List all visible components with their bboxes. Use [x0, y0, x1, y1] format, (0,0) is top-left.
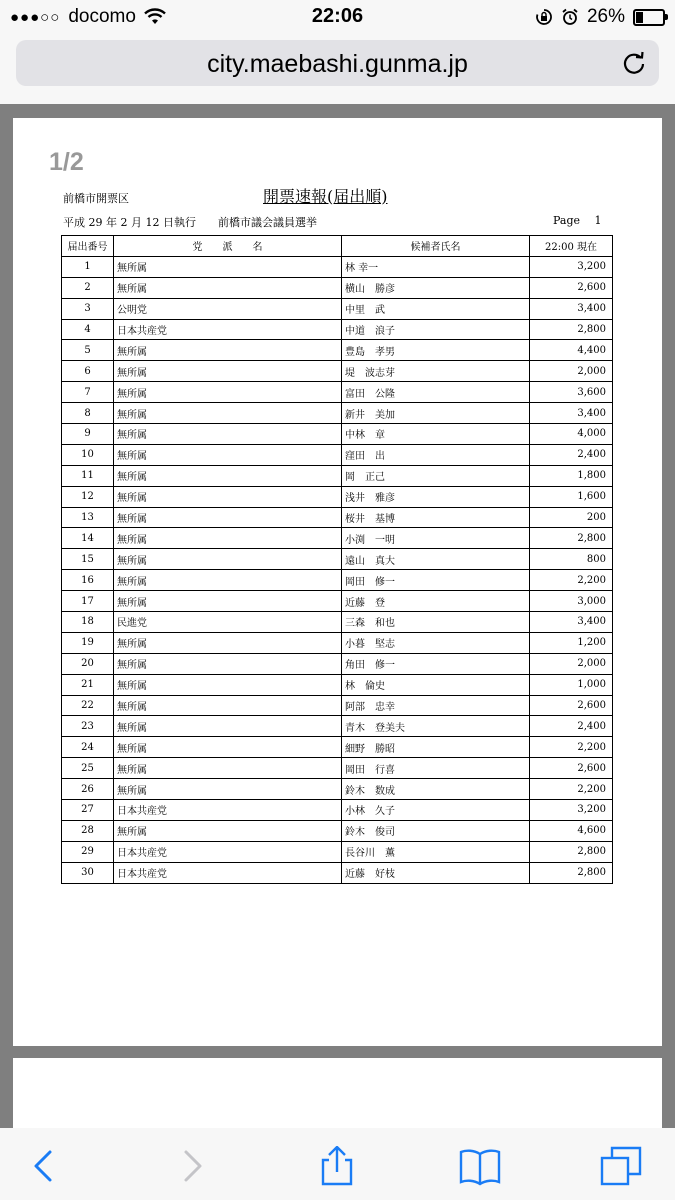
row-party: 無所属	[114, 674, 342, 695]
row-votes: 4,600	[530, 820, 613, 841]
row-candidate: 青木 登美夫	[342, 716, 530, 737]
row-number: 26	[62, 779, 114, 800]
row-number: 22	[62, 695, 114, 716]
row-number: 6	[62, 361, 114, 382]
row-candidate: 岡 正己	[342, 465, 530, 486]
row-number: 14	[62, 528, 114, 549]
row-party: 無所属	[114, 256, 342, 277]
row-candidate: 林 幸一	[342, 256, 530, 277]
row-candidate: 新井 美加	[342, 403, 530, 424]
signal-strength-icon: ●●●○○	[10, 8, 61, 26]
row-votes: 2,800	[530, 862, 613, 883]
table-row	[62, 758, 613, 779]
row-candidate: 林 倫史	[342, 674, 530, 695]
row-votes: 800	[530, 549, 613, 570]
table-row	[62, 737, 613, 758]
row-votes: 3,400	[530, 298, 613, 319]
table-row	[62, 716, 613, 737]
table-header-row	[62, 236, 613, 257]
row-party: 無所属	[114, 444, 342, 465]
row-votes: 3,200	[530, 256, 613, 277]
row-number: 21	[62, 674, 114, 695]
row-votes: 3,000	[530, 591, 613, 612]
carrier-name: docomo	[68, 6, 136, 27]
row-party: 日本共産党	[114, 841, 342, 862]
row-votes: 1,800	[530, 465, 613, 486]
table-row	[62, 465, 613, 486]
page-indicator: 1/2	[49, 148, 84, 176]
table-row	[62, 674, 613, 695]
row-candidate: 近藤 好枝	[342, 862, 530, 883]
row-party: 無所属	[114, 695, 342, 716]
row-number: 5	[62, 340, 114, 361]
row-votes: 3,200	[530, 800, 613, 821]
table-row	[62, 507, 613, 528]
row-number: 19	[62, 632, 114, 653]
table-row	[62, 256, 613, 277]
row-votes: 2,400	[530, 444, 613, 465]
status-bar	[0, 0, 675, 34]
row-number: 15	[62, 549, 114, 570]
election-subtitle: 平成 29 年 2 月 12 日執行 前橋市議会議員選挙	[63, 216, 317, 229]
results-table	[61, 235, 613, 884]
row-party: 無所属	[114, 277, 342, 298]
row-candidate: 窪田 出	[342, 444, 530, 465]
row-number: 8	[62, 403, 114, 424]
document-title: 開票速報(届出順)	[263, 187, 388, 206]
reload-icon[interactable]	[621, 50, 647, 76]
row-number: 2	[62, 277, 114, 298]
table-row	[62, 277, 613, 298]
header-number: 届出番号	[62, 236, 114, 257]
row-candidate: 豊島 孝男	[342, 340, 530, 361]
status-time: 22:06	[311, 5, 364, 27]
row-party: 日本共産党	[114, 862, 342, 883]
row-votes: 3,400	[530, 612, 613, 633]
table-row	[62, 653, 613, 674]
row-number: 20	[62, 653, 114, 674]
row-number: 25	[62, 758, 114, 779]
battery-percent: 26%	[586, 6, 625, 27]
row-number: 18	[62, 612, 114, 633]
row-candidate: 細野 勝昭	[342, 737, 530, 758]
row-number: 23	[62, 716, 114, 737]
row-candidate: 浅井 雅彦	[342, 486, 530, 507]
row-party: 公明党	[114, 298, 342, 319]
url-text[interactable]: city.maebashi.gunma.jp	[207, 50, 468, 78]
table-row	[62, 612, 613, 633]
row-party: 無所属	[114, 549, 342, 570]
row-votes: 2,400	[530, 716, 613, 737]
row-votes: 1,600	[530, 486, 613, 507]
row-party: 日本共産党	[114, 800, 342, 821]
row-party: 無所属	[114, 737, 342, 758]
row-votes: 3,600	[530, 382, 613, 403]
row-party: 無所属	[114, 820, 342, 841]
row-party: 民進党	[114, 612, 342, 633]
table-row	[62, 695, 613, 716]
row-votes: 4,400	[530, 340, 613, 361]
table-row	[62, 319, 613, 340]
row-votes: 1,200	[530, 632, 613, 653]
alarm-icon	[561, 8, 579, 26]
row-party: 日本共産党	[114, 319, 342, 340]
row-party: 無所属	[114, 465, 342, 486]
address-bar	[0, 34, 675, 104]
row-candidate: 横山 勝彦	[342, 277, 530, 298]
row-votes: 2,200	[530, 570, 613, 591]
row-party: 無所属	[114, 507, 342, 528]
table-row	[62, 340, 613, 361]
row-party: 無所属	[114, 758, 342, 779]
row-candidate: 長谷川 薫	[342, 841, 530, 862]
row-number: 10	[62, 444, 114, 465]
row-votes: 200	[530, 507, 613, 528]
table-row	[62, 403, 613, 424]
table-row	[62, 549, 613, 570]
row-number: 24	[62, 737, 114, 758]
row-candidate: 近藤 登	[342, 591, 530, 612]
tabs-icon[interactable]	[600, 1146, 644, 1186]
row-votes: 2,600	[530, 695, 613, 716]
table-row	[62, 361, 613, 382]
row-candidate: 中林 章	[342, 424, 530, 445]
table-row	[62, 486, 613, 507]
header-candidate: 候補者氏名	[342, 236, 530, 257]
row-candidate: 角田 修一	[342, 653, 530, 674]
row-number: 17	[62, 591, 114, 612]
row-candidate: 岡田 行喜	[342, 758, 530, 779]
row-party: 無所属	[114, 528, 342, 549]
row-number: 4	[62, 319, 114, 340]
back-icon[interactable]	[22, 1146, 66, 1186]
table-row	[62, 298, 613, 319]
district-label: 前橋市開票区	[63, 192, 129, 205]
row-number: 3	[62, 298, 114, 319]
table-row	[62, 800, 613, 821]
table-row	[62, 779, 613, 800]
page-label: Page 1	[553, 214, 602, 227]
row-votes: 1,000	[530, 674, 613, 695]
table-body	[62, 256, 613, 883]
row-number: 9	[62, 424, 114, 445]
row-party: 無所属	[114, 570, 342, 591]
row-votes: 2,000	[530, 653, 613, 674]
row-candidate: 小渕 一明	[342, 528, 530, 549]
row-number: 11	[62, 465, 114, 486]
row-number: 7	[62, 382, 114, 403]
row-number: 13	[62, 507, 114, 528]
row-candidate: 鈴木 俊司	[342, 820, 530, 841]
row-votes: 2,200	[530, 737, 613, 758]
row-candidate: 中里 武	[342, 298, 530, 319]
row-number: 27	[62, 800, 114, 821]
row-number: 12	[62, 486, 114, 507]
row-party: 無所属	[114, 632, 342, 653]
table-row	[62, 570, 613, 591]
row-candidate: 堤 波志芽	[342, 361, 530, 382]
row-candidate: 小林 久子	[342, 800, 530, 821]
row-votes: 2,800	[530, 319, 613, 340]
table-row	[62, 632, 613, 653]
row-candidate: 桜井 基博	[342, 507, 530, 528]
table-row	[62, 862, 613, 883]
row-votes: 2,800	[530, 841, 613, 862]
row-votes: 2,600	[530, 758, 613, 779]
row-votes: 2,600	[530, 277, 613, 298]
browser-toolbar	[0, 1128, 675, 1200]
row-party: 無所属	[114, 779, 342, 800]
row-candidate: 三森 和也	[342, 612, 530, 633]
pdf-page-2	[13, 1058, 662, 1138]
row-party: 無所属	[114, 716, 342, 737]
header-votes: 22:00 現在	[530, 236, 613, 257]
row-candidate: 鈴木 数成	[342, 779, 530, 800]
status-right	[535, 6, 665, 28]
row-party: 無所属	[114, 361, 342, 382]
table-row	[62, 820, 613, 841]
pdf-page	[13, 118, 662, 1046]
rotation-lock-icon	[535, 8, 553, 26]
url-field[interactable]	[16, 40, 659, 86]
table-row	[62, 591, 613, 612]
row-candidate: 中道 浪子	[342, 319, 530, 340]
row-votes: 3,400	[530, 403, 613, 424]
row-number: 28	[62, 820, 114, 841]
forward-icon[interactable]	[170, 1146, 214, 1186]
row-party: 無所属	[114, 424, 342, 445]
row-party: 無所属	[114, 486, 342, 507]
row-votes: 2,800	[530, 528, 613, 549]
table-row	[62, 528, 613, 549]
row-number: 30	[62, 862, 114, 883]
bookmarks-icon[interactable]	[458, 1146, 502, 1186]
table-row	[62, 444, 613, 465]
share-icon[interactable]	[315, 1146, 359, 1186]
row-party: 無所属	[114, 591, 342, 612]
table-row	[62, 382, 613, 403]
header-party: 党 派 名	[114, 236, 342, 257]
row-candidate: 小暮 堅志	[342, 632, 530, 653]
row-candidate: 富田 公隆	[342, 382, 530, 403]
row-votes: 4,000	[530, 424, 613, 445]
row-party: 無所属	[114, 382, 342, 403]
row-number: 16	[62, 570, 114, 591]
battery-icon	[633, 9, 665, 26]
table-row	[62, 841, 613, 862]
row-party: 無所属	[114, 403, 342, 424]
row-number: 1	[62, 256, 114, 277]
row-party: 無所属	[114, 653, 342, 674]
row-candidate: 阿部 忠幸	[342, 695, 530, 716]
row-candidate: 遠山 真大	[342, 549, 530, 570]
row-party: 無所属	[114, 340, 342, 361]
row-number: 29	[62, 841, 114, 862]
row-votes: 2,200	[530, 779, 613, 800]
row-candidate: 岡田 修一	[342, 570, 530, 591]
table-row	[62, 424, 613, 445]
row-votes: 2,000	[530, 361, 613, 382]
